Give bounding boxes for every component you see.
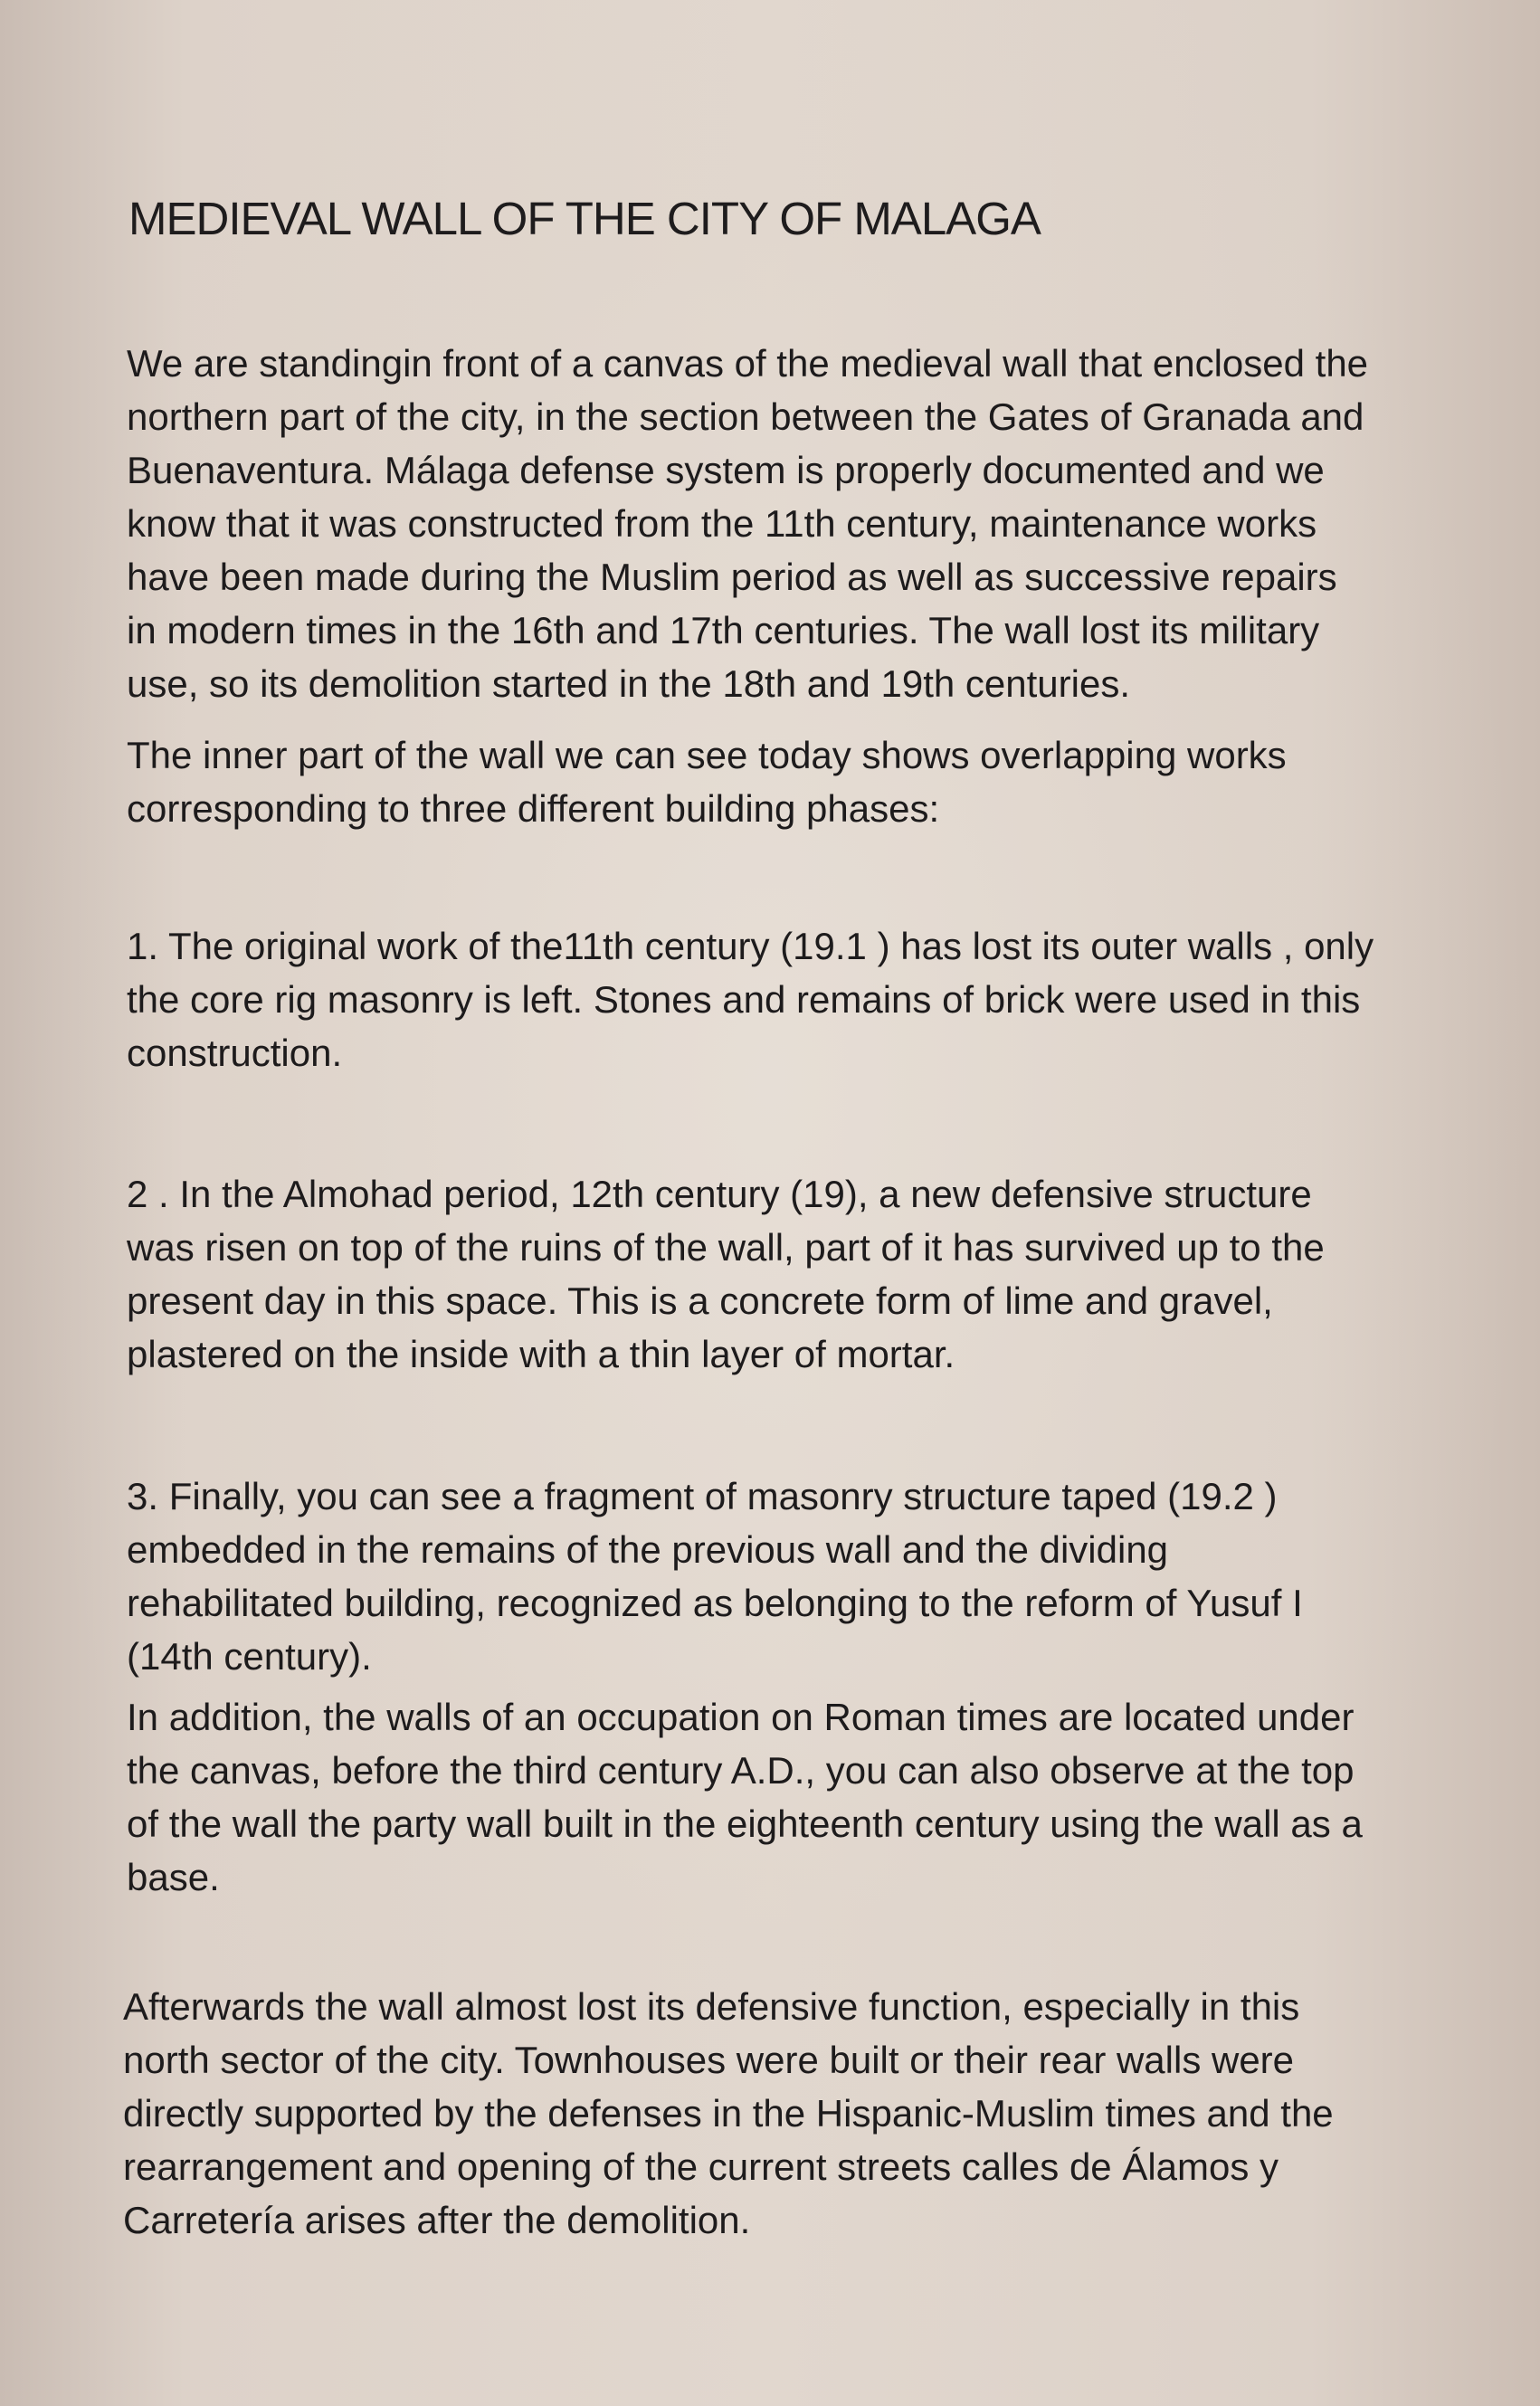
paragraph-line: directly supported by the defenses in the Hispanic-Muslim times and the [123, 2092, 1334, 2135]
paragraph-line: In addition, the walls of an occupation on Roman times are located under [127, 1696, 1355, 1738]
paragraph-line: corresponding to three different building phases: [127, 787, 940, 830]
paragraph-line: We are standingin front of a canvas of the medieval wall that enclosed the [127, 342, 1369, 385]
paragraph-line: use, so its demolition started in the 18th and 19th centuries. [127, 662, 1131, 705]
paragraph-line: the canvas, before the third century A.D., you can also observe at the top [127, 1749, 1355, 1792]
paragraph-line: 1. The original work of the11th century (19.1 ) has lost its outer walls , only [127, 925, 1374, 967]
paragraph-line: the core rig masonry is left. Stones and remains of brick were used in this [127, 978, 1361, 1021]
paragraph-line: Afterwards the wall almost lost its defensive function, especially in this [123, 1985, 1300, 2028]
paragraph-line: in modern times in the 16th and 17th centuries. The wall lost its military [127, 609, 1320, 651]
paragraph-line: have been made during the Muslim period as well as successive repairs [127, 556, 1337, 598]
paragraph-phase-2 [127, 1167, 1484, 1381]
paragraph-line: north sector of the city. Townhouses were built or their rear walls were [123, 2039, 1295, 2081]
paragraph-afterwards [123, 1980, 1480, 2247]
paragraph-line: rearrangement and opening of the current streets calles de Álamos y [123, 2145, 1279, 2188]
paragraph-line: present day in this space. This is a concrete form of lime and gravel, [127, 1279, 1273, 1322]
paragraph-line: embedded in the remains of the previous wall and the dividing [127, 1528, 1169, 1571]
paragraph-line: 3. Finally, you can see a fragment of masonry structure taped (19.2 ) [127, 1475, 1278, 1517]
paragraph-building-phases [127, 728, 1484, 835]
paragraph-line: know that it was constructed from the 11th century, maintenance works [127, 502, 1317, 545]
paragraph-line: Carretería arises after the demolition. [123, 2199, 751, 2241]
paragraph-line: of the wall the party wall built in the eighteenth century using the wall as a [127, 1802, 1363, 1845]
paragraph-line: northern part of the city, in the section between the Gates of Granada and [127, 395, 1364, 438]
paragraph-line: base. [127, 1856, 220, 1898]
paragraph-line: 2 . In the Almohad period, 12th century (19), a new defensive structure [127, 1173, 1312, 1215]
paragraph-phase-1 [127, 919, 1484, 1079]
paragraph-phase-3 [127, 1469, 1484, 1683]
paragraph-line: was risen on top of the ruins of the wall, part of it has survived up to the [127, 1226, 1325, 1269]
paragraph-line: rehabilitated building, recognized as belonging to the reform of Yusuf I [127, 1582, 1303, 1624]
paragraph-line: Buenaventura. Málaga defense system is properly documented and we [127, 449, 1325, 491]
panel-title: MEDIEVAL WALL OF THE CITY OF MALAGA [128, 193, 1041, 244]
paragraph-line: The inner part of the wall we can see today shows overlapping works [127, 734, 1287, 776]
paragraph-roman-times [127, 1690, 1484, 1904]
paragraph-introduction [127, 337, 1484, 710]
paragraph-line: construction. [127, 1032, 343, 1074]
paragraph-line: plastered on the inside with a thin layer of mortar. [127, 1333, 955, 1375]
paragraph-line: (14th century). [127, 1635, 372, 1678]
